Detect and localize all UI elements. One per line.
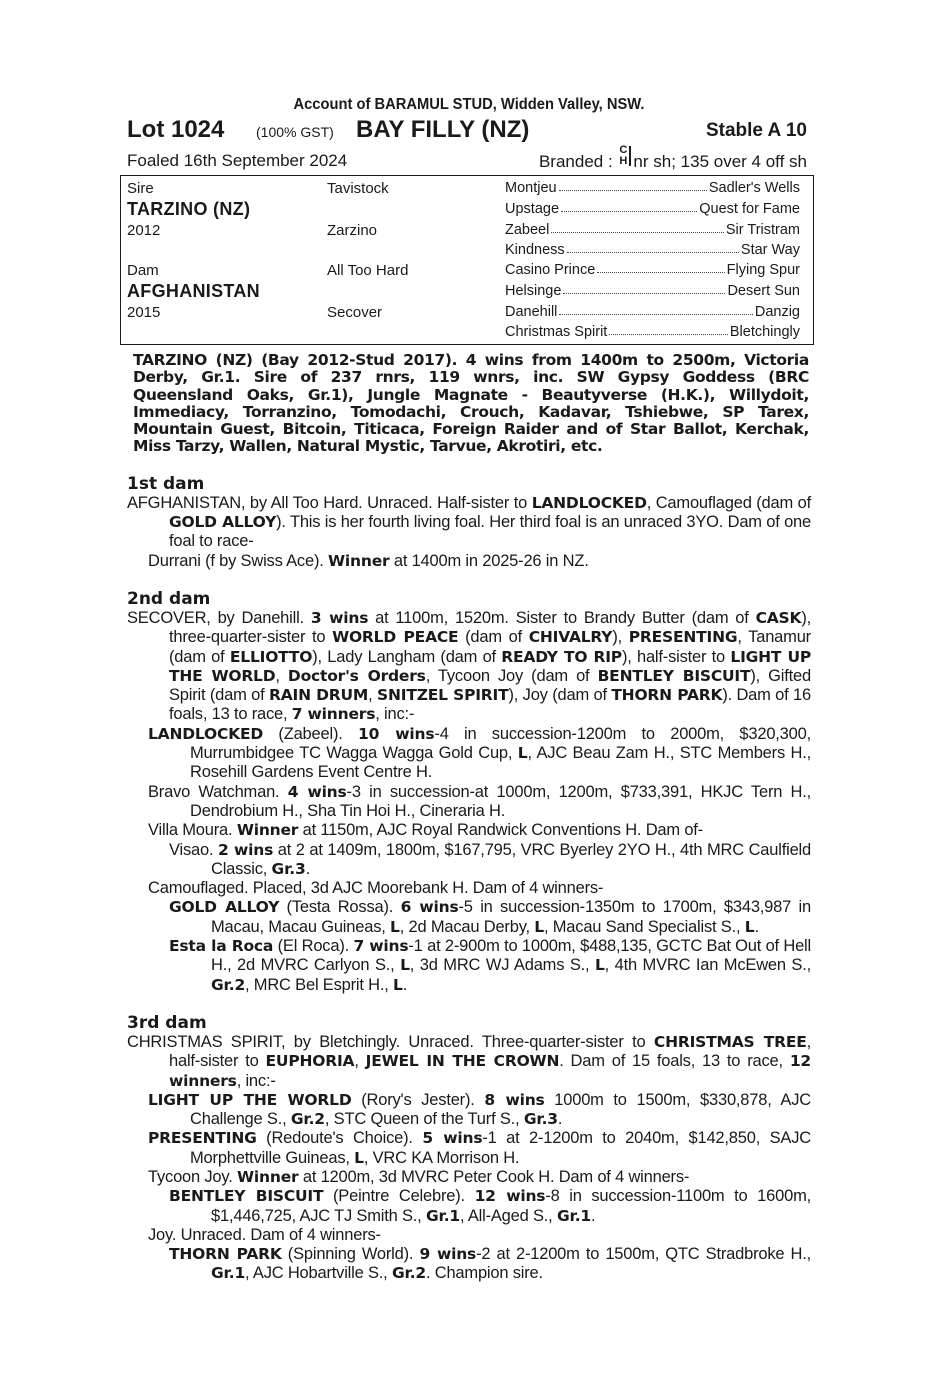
- text-run: , Tycoon Joy (dam of: [425, 666, 598, 685]
- text-run: BENTLEY BISCUIT: [597, 666, 751, 685]
- text-run: , All-Aged S.,: [459, 1206, 557, 1225]
- text-run: 4 wins: [287, 782, 347, 801]
- ancestor-row: [505, 283, 800, 299]
- text-run: CHIVALRY: [528, 628, 613, 647]
- text-run: . Dam of 15 foals, 13 to race,: [559, 1052, 790, 1071]
- text-run: PRESENTING: [628, 628, 738, 647]
- text-run: ), Joy (dam of: [508, 686, 612, 705]
- text-run: 12 winners: [169, 1052, 811, 1090]
- progeny-entry: [127, 552, 811, 571]
- text-run: at 1150m, AJC Royal Randwick Conventions H. Dam of-: [298, 821, 703, 840]
- text-run: L: [393, 975, 403, 994]
- text-run: RAIN DRUM: [268, 686, 369, 705]
- text-run: Villa Moura.: [148, 821, 237, 840]
- branded-detail: nr sh; 135 over 4 off sh: [633, 152, 807, 171]
- text-run: LIGHT UP THE WORLD: [148, 1090, 352, 1109]
- leader-dots: [609, 324, 728, 335]
- text-run: 6 wins: [400, 898, 459, 917]
- text-run: LANDLOCKED: [148, 724, 264, 743]
- text-run: ), Gifted Spirit (dam of: [169, 666, 811, 705]
- leader-dots: [561, 201, 697, 212]
- brand-info: [538, 144, 807, 172]
- text-run: -5 in succession-1350m to 1700m, $343,987 in Macau, Macau Guineas,: [211, 898, 811, 936]
- text-run: Joy. Unraced. Dam of 4 winners-: [148, 1225, 381, 1244]
- text-run: 5 wins: [422, 1129, 483, 1148]
- text-run: L: [517, 744, 528, 763]
- progeny-entry: [127, 1226, 811, 1245]
- text-run: 10 wins: [357, 724, 435, 743]
- text-run: READY TO RIP: [501, 647, 622, 666]
- text-run: SECOVER, by Danehill.: [127, 608, 311, 627]
- text-run: Gr.2: [391, 1264, 426, 1283]
- text-run: Gr.3: [523, 1110, 558, 1129]
- ancestor-right: Sadler's Wells: [708, 180, 800, 196]
- ancestor-row: [505, 180, 800, 196]
- text-run: Visao.: [169, 840, 219, 859]
- gst-note: (100% GST): [256, 124, 334, 140]
- text-run: -3 in succession-at 1000m, 1200m, $733,391, HKJC Tern H., Dendrobium H., Sha Tin Hoi H., Cineraria H.: [190, 782, 812, 820]
- text-run: 2 wins: [218, 840, 274, 859]
- progeny-entry: [127, 783, 811, 822]
- progeny-entry: [127, 879, 811, 898]
- third-dam-section: [127, 1033, 811, 1284]
- text-run: ), three-quarter-sister to: [169, 608, 811, 647]
- text-run: , Tanamur (dam of: [169, 628, 811, 666]
- text-run: (Peintre Celebre).: [323, 1187, 475, 1206]
- text-run: , half-sister to: [169, 1032, 811, 1071]
- horse-description: BAY FILLY (NZ): [356, 116, 530, 143]
- text-run: .: [305, 859, 310, 878]
- lot-header: [127, 116, 811, 148]
- text-run: L: [744, 917, 755, 936]
- progeny-entry: [127, 1187, 811, 1226]
- text-run: Tycoon Joy.: [148, 1167, 238, 1186]
- text-run: . Champion sire.: [425, 1264, 543, 1283]
- text-run: Gr.2: [290, 1110, 325, 1129]
- text-run: .: [754, 917, 759, 936]
- text-run: (Testa Rossa).: [279, 898, 401, 917]
- text-run: Durrani (f by Swiss Ace).: [148, 551, 329, 570]
- text-run: .: [402, 975, 408, 994]
- ancestor-row: [505, 201, 800, 217]
- sire-name: TARZINO (NZ): [127, 199, 251, 219]
- text-run: , MRC Bel Esprit H.,: [245, 975, 394, 994]
- ancestor-row: [505, 324, 800, 340]
- second-dam-section: [127, 609, 811, 995]
- branded-label: Branded :: [538, 152, 613, 171]
- text-run: ELLIOTTO: [229, 647, 313, 666]
- third-dam-heading: 3rd dam: [127, 1012, 207, 1033]
- dam-label: Dam: [127, 262, 159, 279]
- text-run: THORN PARK: [611, 686, 723, 705]
- brand-top-letter: C: [619, 144, 628, 156]
- ancestor-right: Star Way: [740, 242, 800, 258]
- text-run: JEWEL IN THE CROWN: [365, 1052, 560, 1071]
- text-run: ),: [612, 628, 629, 647]
- text-run: L: [354, 1148, 364, 1167]
- progeny-entry: [127, 1129, 811, 1168]
- ancestor-row: [505, 262, 800, 278]
- text-run: 12 wins: [474, 1187, 546, 1206]
- vendor-account: Account of BARAMUL STUD, Widden Valley, NSW.: [293, 96, 645, 113]
- stable-location: Stable A 10: [705, 120, 807, 141]
- text-run: ,: [275, 666, 288, 685]
- second-dam-paragraph: [127, 609, 811, 725]
- text-run: , inc:-: [236, 1071, 276, 1090]
- text-run: , 4th MVRC Ian McEwen S.,: [604, 956, 812, 975]
- text-run: -1 at 2-900m to 1000m, $488,135, GCTC Bat Out of Hell H., 2d MVRC Carlyon S.,: [211, 937, 811, 975]
- text-run: .: [590, 1206, 596, 1225]
- text-run: 7 winners: [291, 705, 376, 724]
- progeny-entry: [127, 841, 811, 880]
- text-run: L: [534, 917, 544, 936]
- brand-mark-icon: [618, 144, 632, 171]
- text-run: ), half-sister to: [621, 647, 731, 666]
- sire-sire: Tavistock: [327, 180, 389, 197]
- progeny-entry: [127, 1091, 811, 1130]
- text-run: (Zabeel).: [263, 724, 358, 743]
- ancestor-right: Danzig: [754, 304, 800, 320]
- text-run: -8 in succession-1100m to 1600m, $1,446,725, AJC TJ Smith S.,: [211, 1187, 811, 1225]
- ancestor-right: Flying Spur: [726, 262, 800, 278]
- text-run: ). Dam of 16 foals, 13 to race,: [169, 686, 811, 724]
- foaled-brand-line: [127, 144, 811, 174]
- dam-sire: All Too Hard: [327, 262, 409, 279]
- text-run: , Macau Sand Specialist S.,: [543, 917, 745, 936]
- text-run: GOLD ALLOY: [169, 898, 280, 917]
- text-run: L: [400, 956, 410, 975]
- ancestor-right: Quest for Fame: [699, 201, 800, 217]
- text-run: at 2 at 1409m, 1800m, $167,795, VRC Byerley 2YO H., 4th MRC Caulfield Classic,: [211, 840, 811, 878]
- text-run: Bravo Watchman.: [148, 782, 288, 801]
- progeny-entry: [127, 898, 811, 937]
- first-dam-heading: 1st dam: [127, 473, 205, 494]
- leader-dots: [563, 283, 725, 294]
- ancestor-row: [505, 222, 800, 238]
- text-run: (Spinning World).: [281, 1245, 420, 1264]
- sire-year: 2012: [127, 222, 161, 239]
- third-dam-paragraph: [127, 1033, 811, 1091]
- text-run: , 2d Macau Derby,: [399, 917, 535, 936]
- progeny-entry: [127, 725, 811, 783]
- text-run: Gr.1: [425, 1206, 460, 1225]
- text-run: ,: [354, 1052, 366, 1071]
- text-run: .: [557, 1110, 563, 1129]
- foaled-date: Foaled 16th September 2024: [127, 151, 348, 170]
- text-run: Doctor's Orders: [287, 666, 426, 685]
- sire-label: Sire: [127, 180, 154, 197]
- ancestor-right: Sir Tristram: [725, 222, 800, 238]
- text-run: THORN PARK: [169, 1245, 282, 1264]
- text-run: SNITZEL SPIRIT: [377, 686, 509, 705]
- leader-dots: [559, 180, 707, 191]
- text-run: Camouflaged. Placed, 3d AJC Moorebank H. Dam of 4 winners-: [148, 879, 604, 898]
- text-run: Esta la Roca: [169, 937, 274, 956]
- ancestor-right: Desert Sun: [727, 283, 800, 299]
- text-run: -2 at 2-1200m to 1500m, QTC Stradbroke H.,: [476, 1245, 811, 1264]
- text-run: Winner: [237, 1167, 299, 1186]
- ancestor-row: [505, 242, 800, 258]
- leader-dots: [597, 262, 724, 273]
- pedigree-table: [120, 175, 814, 345]
- text-run: at 1400m in 2025-26 in NZ.: [389, 551, 589, 570]
- progeny-entry: [127, 1168, 811, 1187]
- text-run: PRESENTING: [148, 1129, 257, 1148]
- ancestor-row: [505, 304, 800, 320]
- text-run: Gr.3: [271, 859, 306, 878]
- text-run: 1000m to 1500m, $330,878, AJC Challenge S.,: [190, 1090, 811, 1129]
- first-dam-section: [127, 494, 811, 571]
- text-run: , AJC Beau Zam H., STC Members H., Rosehill Gardens Event Centre H.: [190, 744, 811, 782]
- leader-dots: [551, 222, 724, 233]
- text-run: L: [594, 956, 605, 975]
- dam-year: 2015: [127, 304, 161, 321]
- sire-dam: Zarzino: [327, 222, 378, 239]
- ancestor-left: Kindness: [505, 242, 565, 258]
- ancestor-left: Upstage: [505, 201, 560, 217]
- text-run: WORLD PEACE: [332, 628, 459, 647]
- text-run: (Redoute's Choice).: [256, 1129, 423, 1148]
- ancestor-left: Casino Prince: [505, 262, 596, 278]
- text-run: at 1100m, 1520m. Sister to Brandy Butter (dam of: [368, 608, 756, 627]
- text-run: , AJC Hobartville S.,: [245, 1264, 392, 1283]
- text-run: Winner: [328, 551, 390, 570]
- ancestor-left: Christmas Spirit: [505, 324, 608, 340]
- text-run: Gr.1: [211, 1264, 246, 1283]
- first-dam-paragraph: [127, 494, 811, 552]
- text-run: -4 in succession-1200m to 2000m, $320,300, Murrumbidgee TC Wagga Wagga Gold Cup,: [190, 724, 811, 763]
- text-run: , 3d MRC WJ Adams S.,: [409, 956, 595, 975]
- progeny-entry: [127, 937, 811, 995]
- text-run: BENTLEY BISCUIT: [169, 1187, 324, 1206]
- ancestor-left: Danehill: [505, 304, 558, 320]
- brand-bottom-letter: H: [619, 155, 628, 167]
- text-run: 9 wins: [419, 1245, 477, 1264]
- dam-name: AFGHANISTAN: [127, 281, 260, 301]
- text-run: , Camouflaged (dam of: [646, 493, 811, 512]
- text-run: CHRISTMAS SPIRIT, by Bletchingly. Unraced. Three-quarter-sister to: [127, 1032, 654, 1051]
- lot-number: Lot 1024: [127, 116, 225, 143]
- text-run: CHRISTMAS TREE: [653, 1032, 807, 1051]
- leader-dots: [567, 242, 739, 253]
- text-run: GOLD ALLOY: [169, 513, 277, 532]
- ancestor-right: Bletchingly: [729, 324, 800, 340]
- leader-dots: [559, 304, 752, 315]
- text-run: L: [390, 917, 400, 936]
- ancestor-left: Helsinge: [505, 283, 562, 299]
- text-run: CASK: [755, 608, 802, 627]
- text-run: (El Roca).: [273, 937, 354, 956]
- text-run: Gr.1: [556, 1206, 591, 1225]
- text-run: ). This is her fourth living foal. Her third foal is an unraced 3YO. Dam of one foal to race-: [169, 513, 812, 551]
- text-run: Gr.2: [211, 975, 246, 994]
- text-run: , STC Queen of the Turf S.,: [324, 1110, 524, 1129]
- progeny-entry: [127, 1245, 811, 1284]
- text-run: EUPHORIA: [265, 1052, 355, 1071]
- text-run: , VRC KA Morrison H.: [363, 1148, 520, 1167]
- ancestor-left: Zabeel: [505, 222, 550, 238]
- text-run: Winner: [236, 821, 299, 840]
- second-dam-heading: 2nd dam: [127, 588, 211, 609]
- ancestor-left: Montjeu: [505, 180, 557, 196]
- dam-dam: Secover: [327, 304, 383, 321]
- text-run: AFGHANISTAN, by All Too Hard. Unraced. Half-sister to: [127, 493, 532, 512]
- text-run: ), Lady Langham (dam of: [312, 647, 502, 666]
- text-run: LIGHT UP THE WORLD: [169, 647, 812, 685]
- text-run: -1 at 2-1200m to 2040m, $142,850, SAJC Morphettville Guineas,: [190, 1129, 812, 1167]
- brand-bar: [629, 146, 631, 166]
- text-run: LANDLOCKED: [531, 493, 647, 512]
- progeny-entry: [127, 821, 811, 840]
- text-run: (dam of: [458, 628, 529, 647]
- sire-summary: TARZINO (NZ) (Bay 2012-Stud 2017). 4 wins from 1400m to 2500m, Victoria Derby, Gr.1. Sire of 237 rnrs, 119 wnrs, inc. SW Gypsy Goddess (BRC Queensland Oaks, Gr.1), Jungle Magnate - Beautyverse (H.K.), Willydoit, Immediacy, Torranzino, Tomodachi, Crouch, Kadavar, Tshiebwe, SP Tarex, Mountain Guest, Bitcoin, Titicaca, Foreign Raider and of Star Ballot, Kerchak, Miss Tarzy, Wallen, Natural Mystic, Tarvue, Akrotiri, etc.: [133, 351, 809, 456]
- catalogue-page: [127, 96, 811, 1284]
- text-run: 7 wins: [353, 937, 409, 956]
- text-run: 8 wins: [484, 1090, 545, 1109]
- text-run: 3 wins: [310, 608, 369, 627]
- text-run: ,: [368, 686, 378, 705]
- text-run: (Rory's Jester).: [351, 1090, 485, 1109]
- text-run: , inc:-: [375, 705, 415, 724]
- text-run: at 1200m, 3d MVRC Peter Cook H. Dam of 4 winners-: [298, 1167, 690, 1186]
